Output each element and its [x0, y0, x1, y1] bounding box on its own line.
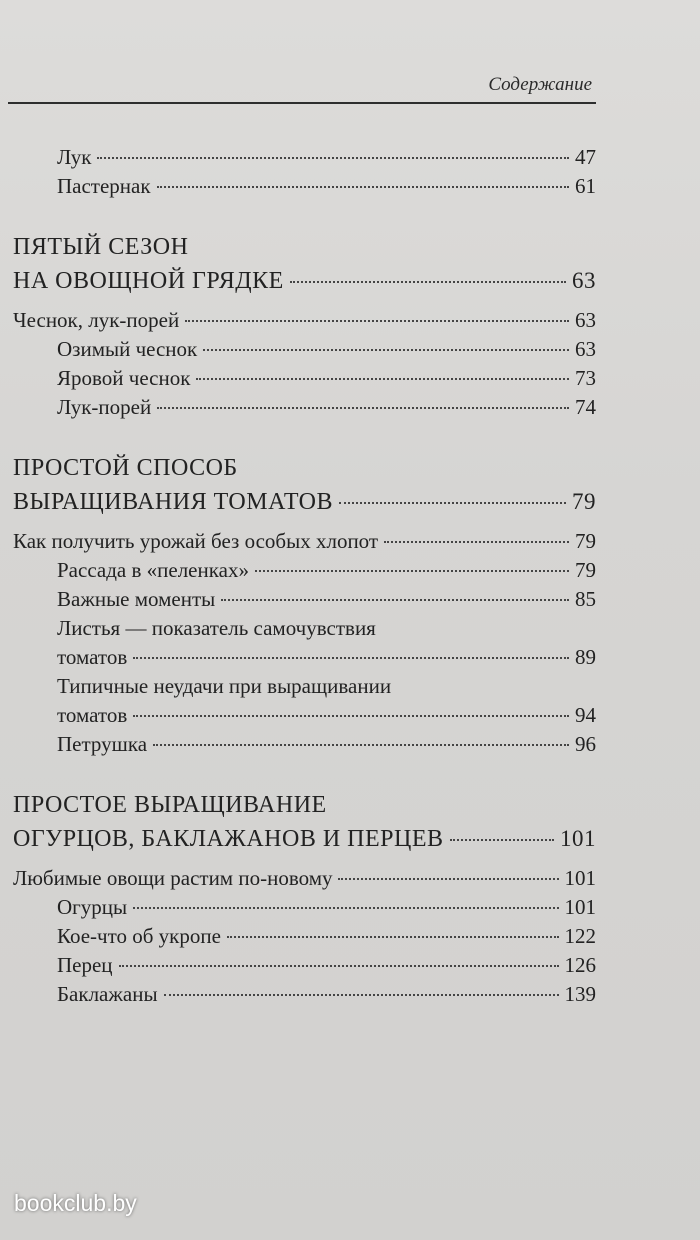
dot-leader: [339, 502, 566, 504]
toc-entry-title: Важные моменты: [57, 587, 216, 611]
toc-entry[interactable]: [13, 556, 596, 585]
section-title[interactable]: [13, 231, 596, 298]
dot-leader: [133, 715, 569, 717]
toc-entry-page: 94: [575, 703, 596, 727]
dot-leader: [450, 839, 555, 841]
toc-entry-title: Любимые овощи растим по-новому: [13, 866, 333, 890]
toc-entry[interactable]: [13, 980, 596, 1009]
toc-entry-page: 63: [575, 337, 596, 361]
toc-entry-title: Кое-что об укропе: [57, 924, 221, 948]
section-title-line: ПРОСТОЕ ВЫРАЩИВАНИЕ: [13, 792, 327, 818]
toc-section: [13, 789, 596, 1009]
toc-entry-page: 139: [564, 982, 596, 1006]
toc-entry[interactable]: [13, 614, 596, 672]
section-title-line: НА ОВОЩНОЙ ГРЯДКЕ: [13, 268, 284, 294]
toc-entry-page: 63: [575, 308, 596, 332]
dot-leader: [338, 878, 558, 880]
section-title-line: ПРОСТОЙ СПОСОБ: [13, 455, 238, 481]
dot-leader: [157, 407, 569, 409]
toc-entry-page: 126: [564, 953, 596, 977]
section-title-line: ОГУРЦОВ, БАКЛАЖАНОВ И ПЕРЦЕВ: [13, 826, 444, 852]
toc-entry-page: 96: [575, 732, 596, 756]
toc-entry[interactable]: [13, 730, 596, 759]
toc-entry[interactable]: [13, 364, 596, 393]
toc-entry-title-line: Листья — показатель самочувствия: [57, 616, 376, 640]
section-title[interactable]: [13, 789, 596, 856]
toc-entry-title: Рассада в «пеленках»: [57, 558, 249, 582]
header-rule: [8, 102, 596, 104]
toc-entry-title: Яровой чеснок: [57, 366, 191, 390]
toc-top-entries: [13, 143, 596, 201]
toc-entry[interactable]: [13, 922, 596, 951]
section-title-line: ВЫРАЩИВАНИЯ ТОМАТОВ: [13, 489, 334, 515]
toc-entry-page: 79: [575, 558, 596, 582]
toc-entry-title: томатов: [57, 703, 128, 727]
toc-entry-page: 101: [564, 866, 596, 890]
toc-entry-title: Как получить урожай без особых хлопот: [13, 529, 379, 553]
toc-entry-page: 47: [575, 145, 596, 169]
toc-entry-page: 89: [575, 645, 596, 669]
dot-leader: [196, 378, 569, 380]
dot-leader: [153, 744, 569, 746]
toc-entry-title: томатов: [57, 645, 128, 669]
dot-leader: [384, 541, 569, 543]
table-of-contents: [13, 143, 596, 1039]
dot-leader: [133, 657, 569, 659]
dot-leader: [133, 907, 558, 909]
section-page: 101: [560, 826, 596, 851]
toc-entry[interactable]: [13, 585, 596, 614]
toc-entry-page: 85: [575, 587, 596, 611]
dot-leader: [119, 965, 559, 967]
toc-entry-title: Лук-порей: [57, 395, 152, 419]
dot-leader: [221, 599, 569, 601]
toc-entry[interactable]: [13, 393, 596, 422]
toc-entry-title: Пастернак: [57, 174, 151, 198]
section-page: 79: [572, 489, 596, 514]
toc-entry[interactable]: [13, 672, 596, 730]
toc-entry-page: 61: [575, 174, 596, 198]
toc-entry-title: Озимый чеснок: [57, 337, 198, 361]
toc-entry-page: 122: [564, 924, 596, 948]
toc-entry-title: Петрушка: [57, 732, 148, 756]
dot-leader: [203, 349, 569, 351]
toc-entry[interactable]: [13, 864, 596, 893]
toc-entry[interactable]: [13, 893, 596, 922]
section-page: 63: [572, 268, 596, 293]
toc-entry-page: 101: [564, 895, 596, 919]
section-title[interactable]: [13, 452, 596, 519]
toc-entry-page: 74: [575, 395, 596, 419]
toc-entry-title-line: Типичные неудачи при выращивании: [57, 674, 392, 698]
toc-entry[interactable]: [13, 335, 596, 364]
section-title-line: ПЯТЫЙ СЕЗОН: [13, 234, 189, 260]
toc-entry[interactable]: [13, 951, 596, 980]
toc-entry-title: Чеснок, лук-порей: [13, 308, 180, 332]
dot-leader: [290, 281, 566, 283]
toc-entry-title: Перец: [57, 953, 113, 977]
dot-leader: [255, 570, 569, 572]
toc-entry-title: Лук: [57, 145, 92, 169]
toc-section: [13, 452, 596, 759]
toc-entry-page: 73: [575, 366, 596, 390]
toc-entry-title: Баклажаны: [57, 982, 158, 1006]
site-watermark: bookclub.by: [14, 1190, 137, 1216]
dot-leader: [185, 320, 569, 322]
dot-leader: [97, 157, 569, 159]
toc-entry-page: 79: [575, 529, 596, 553]
running-head: Содержание: [488, 74, 592, 95]
dot-leader: [164, 994, 559, 996]
dot-leader: [157, 186, 569, 188]
toc-entry-title: Огурцы: [57, 895, 128, 919]
toc-entry[interactable]: [13, 527, 596, 556]
dot-leader: [227, 936, 559, 938]
toc-entry[interactable]: [13, 306, 596, 335]
toc-entry[interactable]: [13, 143, 596, 172]
toc-entry[interactable]: [13, 172, 596, 201]
toc-section: [13, 231, 596, 422]
